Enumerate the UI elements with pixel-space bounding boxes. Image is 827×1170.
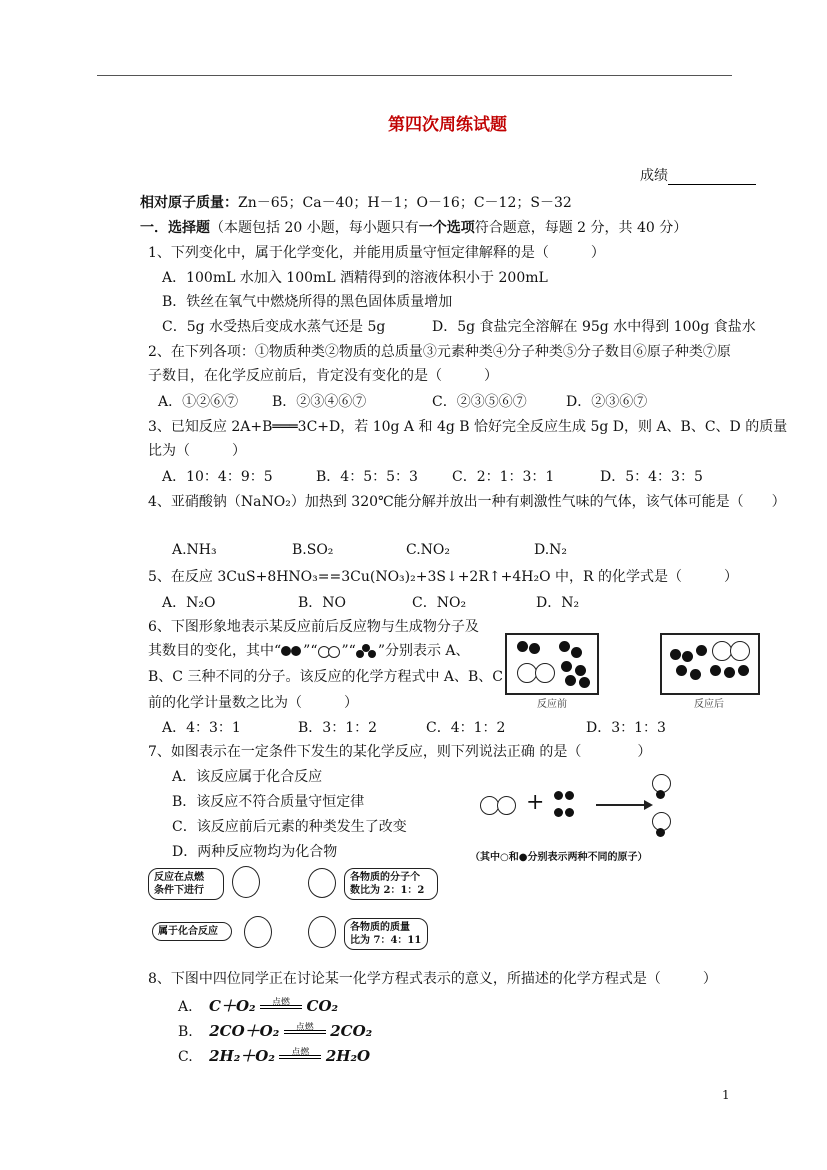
q3-option-d: D．5：4：3：5 xyxy=(600,469,703,485)
caption-before: 反应前 xyxy=(537,699,567,710)
bubble-molecule-ratio: 各物质的分子个 数比为 2：1：2 xyxy=(344,868,438,900)
atomic-mass-values: Zn－65；Ca－40；H－1；O－16；C－12；S－32 xyxy=(238,195,572,211)
q1-stem: 1、下列变化中，属于化学变化，并能用质量守恒定律解释的是（ ） xyxy=(148,245,605,261)
q4-option-c: C.NO₂ xyxy=(406,542,451,558)
q6-line-2d: ”分别表示 A、 xyxy=(377,643,470,659)
q8-c-condition: 点燃 xyxy=(291,1048,310,1058)
q8-c-equals xyxy=(279,1048,321,1059)
bubble-ignition: 反应在点燃 条件下进行 xyxy=(148,868,224,900)
molecule-c-icon xyxy=(356,644,378,658)
q7-legend: （其中○和●分别表示两种不同的原子） xyxy=(470,852,648,863)
q8-a-condition: 点燃 xyxy=(272,998,291,1008)
q1-option-b: B．铁丝在氧气中燃烧所得的黑色固体质量增加 xyxy=(162,294,453,310)
q6-option-a: A．4：3：1 xyxy=(162,720,241,736)
q4-option-a: A.NH₃ xyxy=(172,542,217,558)
q8-b-reactants: 2CO＋O₂ xyxy=(209,1022,280,1040)
score-label: 成绩 xyxy=(640,168,668,184)
q8-option-a-label: A. xyxy=(178,999,193,1015)
q8-option-c-label: C. xyxy=(178,1049,193,1065)
section1-tail: 符合题意，每题 2 分，共 40 分） xyxy=(474,220,688,236)
molecule-a-icon xyxy=(281,646,303,656)
q6-line-4: 前的化学计量数之比为（ ） xyxy=(148,695,358,711)
q3-option-a: A．10：4：9：5 xyxy=(162,469,273,485)
q2-stem-2: 子数目，在化学反应前后，肯定没有变化的是（ ） xyxy=(148,368,498,384)
section1-bold: 一个选项 xyxy=(418,220,475,236)
q6-line-2c: ”“ xyxy=(341,643,356,659)
q2-stem-1: 2、在下列各项：①物质种类②物质的总质量③元素种类④分子种类⑤分子数目⑥原子种类⑦原 xyxy=(148,344,731,360)
section1-head: 一．选择题 xyxy=(140,220,210,236)
q5-option-b: B．NO xyxy=(298,595,347,611)
q8-c-reactants: 2H₂＋O₂ xyxy=(209,1047,275,1065)
student-4-icon xyxy=(308,916,336,948)
q7-reaction-diagram: + xyxy=(478,774,708,844)
q3-stem-2: 比为（ ） xyxy=(148,443,246,459)
atomic-mass-line xyxy=(140,192,572,212)
q8-a-reactants: C＋O₂ xyxy=(209,997,256,1015)
section1-header xyxy=(140,217,687,237)
q8-option-b-label: B. xyxy=(178,1024,193,1040)
q5-option-c: C．NO₂ xyxy=(412,595,467,611)
q7-option-d: D．两种反应物均为化合物 xyxy=(172,844,338,860)
q4-stem: 4、亚硝酸钠（NaNO₂）加热到 320℃能分解并放出一种有刺激性气味的气体，该气体可能是（ ） xyxy=(148,494,786,510)
q5-option-a: A．N₂O xyxy=(162,595,216,611)
q8-stem: 8、下图中四位同学正在讨论某一化学方程式表示的意义，所描述的化学方程式是（ ） xyxy=(148,971,717,987)
q3-option-c: C．2：1：3：1 xyxy=(452,469,555,485)
q8-b-products: 2CO₂ xyxy=(330,1022,373,1040)
q8-c-products: 2H₂O xyxy=(325,1047,371,1065)
q3-stem-1: 3、已知反应 2A+B═══3C+D，若 10g A 和 4g B 恰好完全反应生成 5g D，则 A、B、C、D 的质量 xyxy=(148,419,788,435)
score-blank xyxy=(668,170,756,185)
atomic-mass-label: 相对原子质量： xyxy=(140,195,238,211)
q6-line-1: 6、下图形象地表示某反应前后反应物与生成物分子及 xyxy=(148,619,479,635)
q4-option-b: B.SO₂ xyxy=(292,542,334,558)
q8-b-condition: 点燃 xyxy=(295,1023,314,1033)
q2-option-c: C．②③⑤⑥⑦ xyxy=(432,394,527,410)
q3-option-b: B．4：5：5：3 xyxy=(316,469,418,485)
before-reaction-diagram xyxy=(505,633,599,695)
q6-line-2b: ”“ xyxy=(303,643,318,659)
q7-option-b: B．该反应不符合质量守恒定律 xyxy=(172,794,365,810)
q8-option-a xyxy=(178,995,338,1016)
bubble-mass-ratio: 各物质的质量 比为 7：4：11 xyxy=(344,918,428,950)
student-2-icon xyxy=(308,868,336,898)
molecule-b-icon xyxy=(318,646,342,657)
q6-option-c: C．4：1：2 xyxy=(426,720,506,736)
after-reaction-diagram xyxy=(660,633,760,695)
q7-option-a: A．该反应属于化合反应 xyxy=(172,769,323,785)
q5-stem: 5、在反应 3CuS+8HNO₃==3Cu(NO₃)₂+3S↓+2R↑+4H₂O 中，R 的化学式是（ ） xyxy=(148,569,738,585)
q7-stem: 7、如图表示在一定条件下发生的某化学反应，则下列说法正确 的是（ ） xyxy=(148,744,652,760)
q1-option-c: C．5g 水受热后变成水蒸气还是 5g xyxy=(162,319,386,335)
q6-option-d: D．3：1：3 xyxy=(586,720,666,736)
student-3-icon xyxy=(244,916,272,948)
section1-desc: （本题包括 20 小题，每小题只有 xyxy=(210,220,419,236)
discussion-cartoon xyxy=(148,862,448,962)
score-field xyxy=(640,165,756,185)
bubble-combination: 属于化合反应 xyxy=(152,922,232,941)
q4-option-d: D.N₂ xyxy=(534,542,568,558)
q2-option-d: D．②③⑥⑦ xyxy=(566,394,648,410)
q1-option-a: A．100mL 水加入 100mL 酒精得到的溶液体积小于 200mL xyxy=(162,270,548,286)
q5-option-d: D．N₂ xyxy=(536,595,580,611)
q8-option-c xyxy=(178,1045,370,1066)
q6-line-3: B、C 三种不同的分子。该反应的化学方程式中 A、B、C xyxy=(148,669,504,685)
page-title: 第四次周练试题 xyxy=(388,115,507,135)
q6-line-2 xyxy=(148,640,470,660)
header-rule xyxy=(97,75,732,76)
page-number: 1 xyxy=(722,1088,730,1102)
q8-a-equals xyxy=(260,998,302,1009)
caption-after: 反应后 xyxy=(694,699,724,710)
q7-option-c: C．该反应前后元素的种类发生了改变 xyxy=(172,819,407,835)
q2-option-b: B．②③④⑥⑦ xyxy=(272,394,367,410)
q6-line-2a: 其数目的变化，其中“ xyxy=(148,643,282,659)
q1-option-d: D．5g 食盐完全溶解在 95g 水中得到 100g 食盐水 xyxy=(432,319,756,335)
student-1-icon xyxy=(232,866,260,898)
q6-option-b: B．3：1：2 xyxy=(298,720,378,736)
q8-b-equals xyxy=(284,1023,326,1034)
q8-option-b xyxy=(178,1020,372,1041)
q8-a-products: CO₂ xyxy=(306,997,339,1015)
q2-option-a: A．①②⑥⑦ xyxy=(158,394,239,410)
